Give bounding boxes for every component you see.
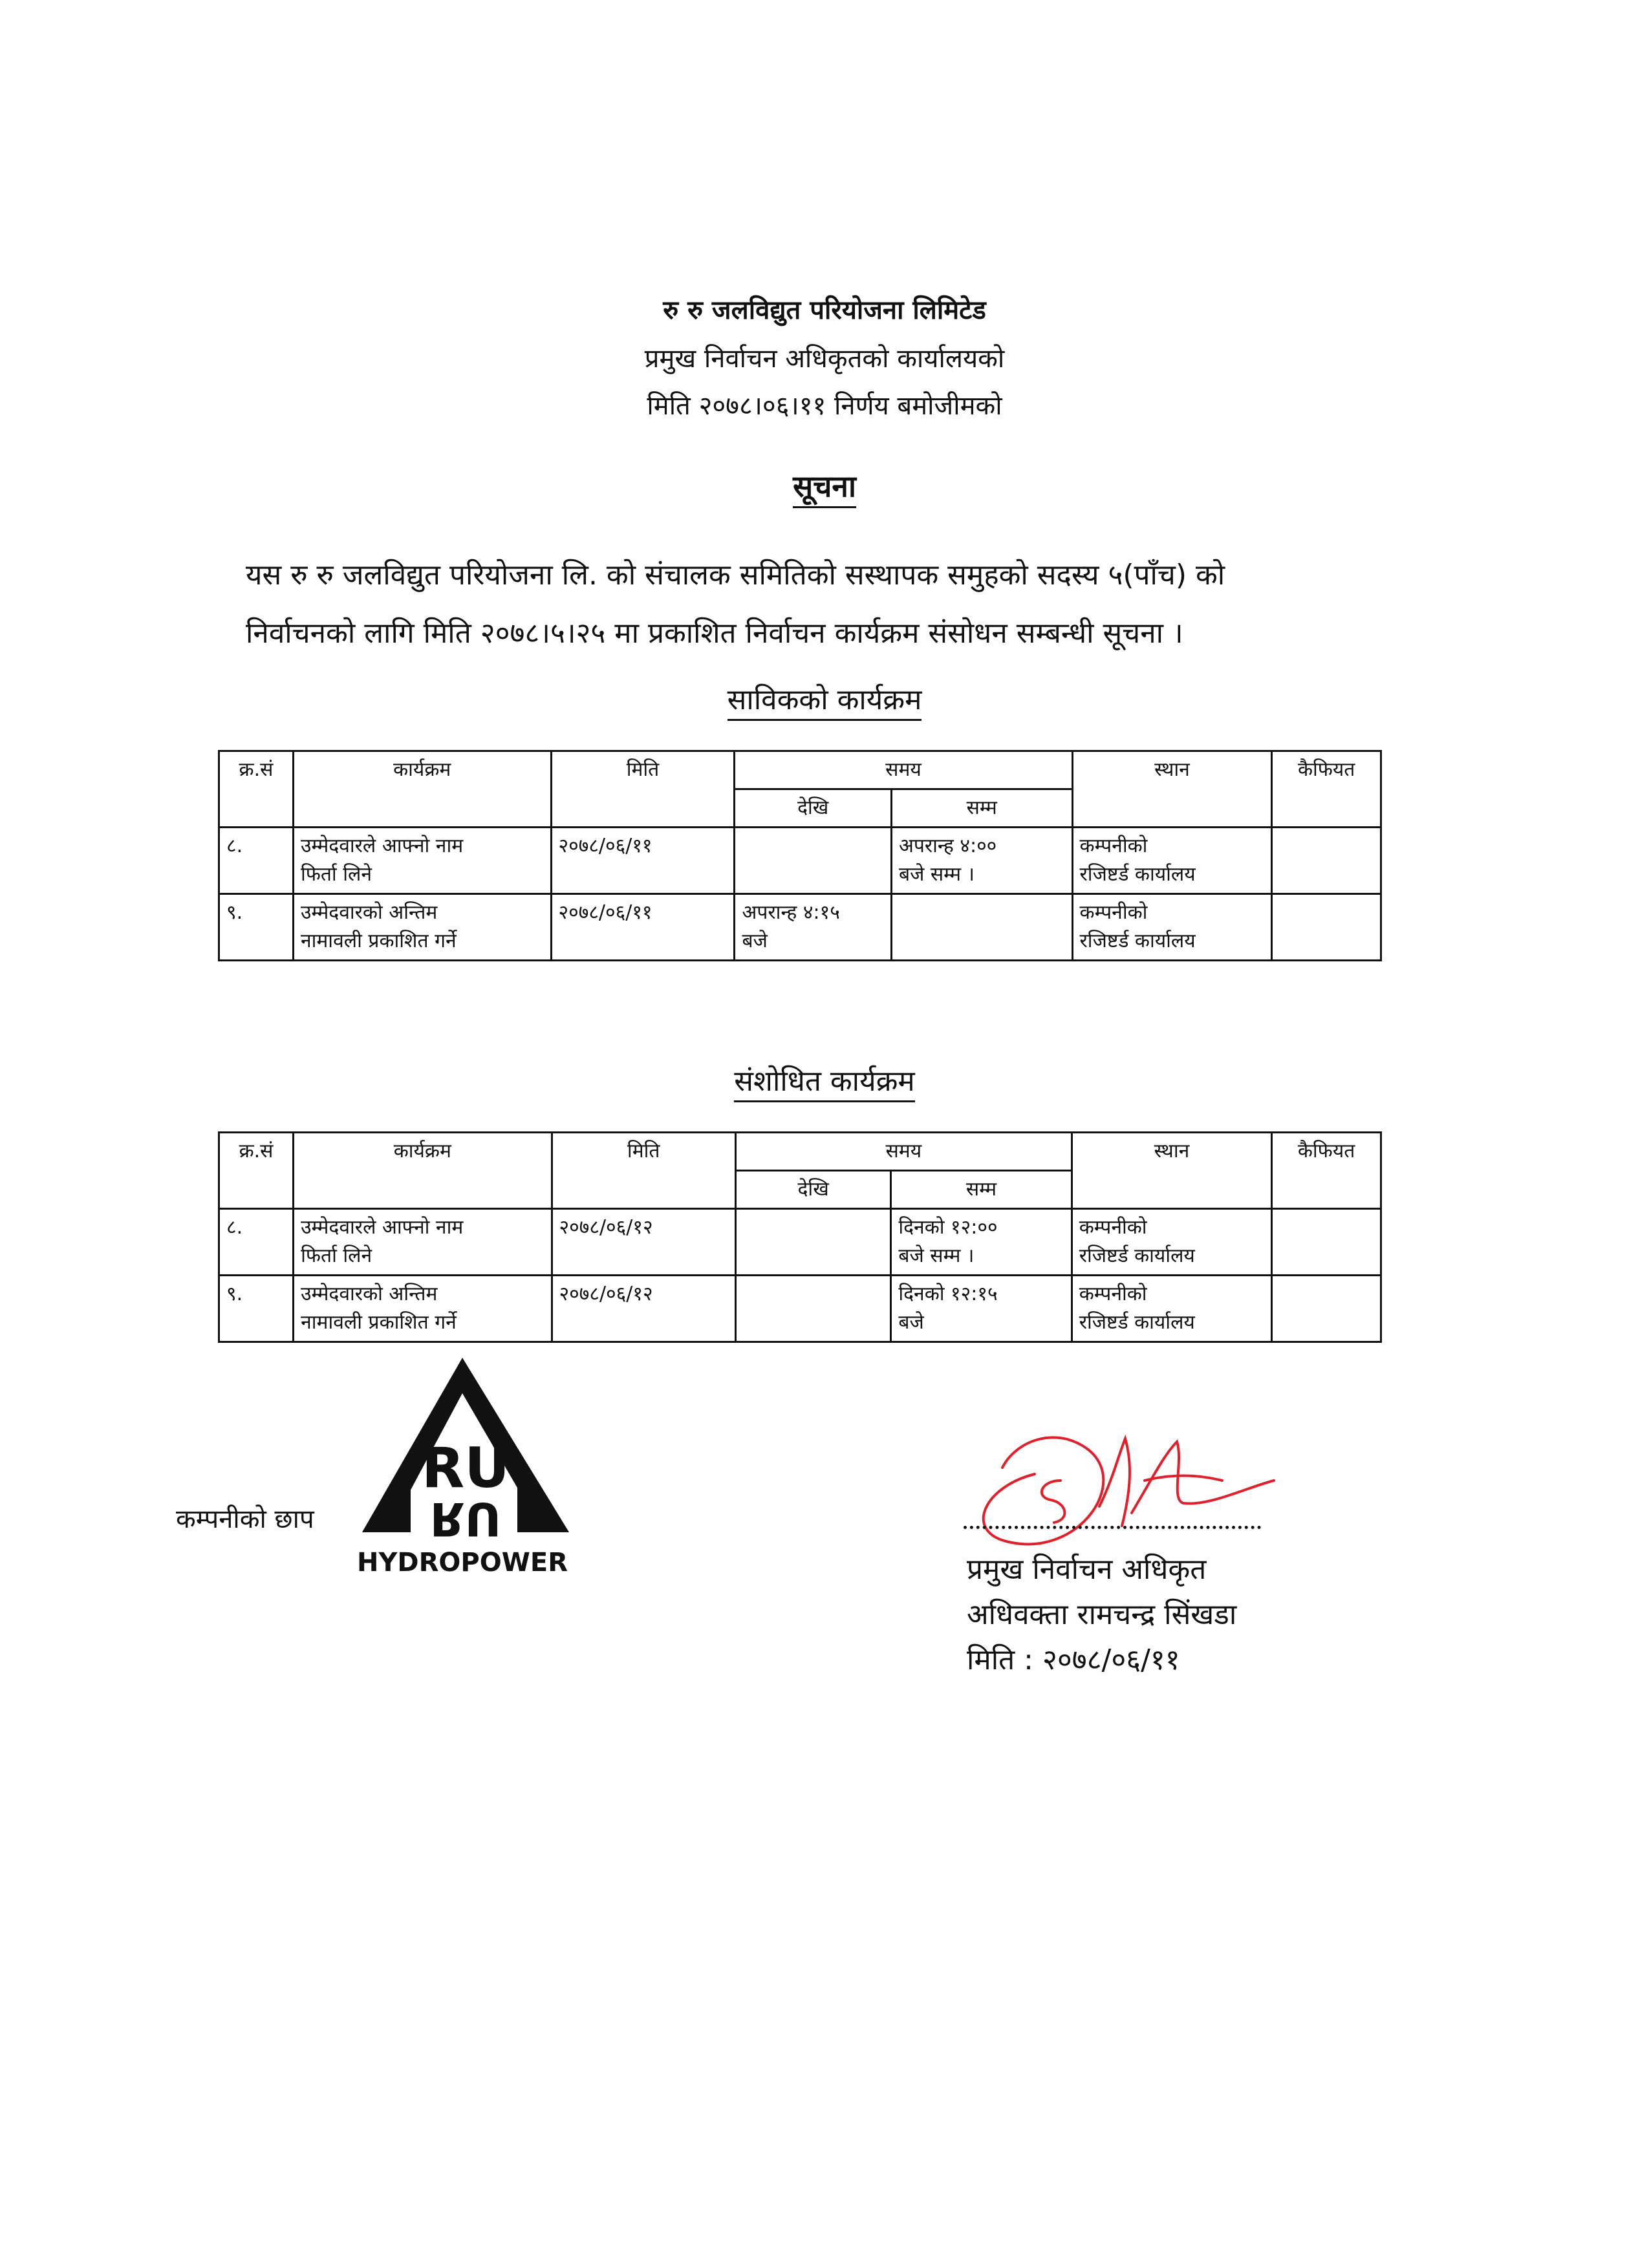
col-to: सम्म: [891, 1171, 1072, 1209]
col-remarks: कैफियत: [1272, 751, 1381, 828]
logo-mirrored-text: RU: [429, 1492, 502, 1545]
table-row: [219, 828, 1381, 894]
cell-date: २०७८/०६/११: [551, 828, 735, 894]
table-header-row: [219, 1133, 1381, 1171]
cell-remarks: [1272, 828, 1381, 894]
notice-title: सूचना: [0, 465, 1649, 506]
cell-program: उम्मेदवारको अन्तिम नामावली प्रकाशित गर्ने: [293, 894, 551, 961]
col-program: कार्यक्रम: [293, 751, 551, 828]
cell-sn: ९.: [219, 1276, 294, 1342]
cell-to: [891, 894, 1072, 961]
notice-paragraph-line2: निर्वाचनको लागि मिति २०७८।५।२५ मा प्रकाशित निर्वाचन कार्यक्रम संसोधन सम्बन्धी सूचना ।: [246, 617, 1183, 650]
col-time: समय: [735, 1133, 1072, 1171]
signature-line: [964, 1519, 1261, 1529]
cell-remarks: [1272, 1209, 1381, 1276]
original-schedule-title: साविकको कार्यक्रम: [0, 679, 1649, 718]
cell-from: [735, 828, 891, 894]
cell-place: कम्पनीको रजिष्टर्ड कार्यालय: [1072, 894, 1272, 961]
cell-from: [735, 1276, 890, 1342]
cell-place: कम्पनीको रजिष्टर्ड कार्यालय: [1072, 1276, 1272, 1342]
logo-top-text: RU: [421, 1436, 510, 1501]
table-header-row: [219, 751, 1381, 789]
cell-program: उम्मेदवारको अन्तिम नामावली प्रकाशित गर्ने: [294, 1276, 552, 1342]
table-row: [219, 1276, 1381, 1342]
cell-from: [735, 1209, 890, 1276]
col-sn: क्र.सं: [219, 1133, 294, 1209]
cell-program: उम्मेदवारले आफ्नो नाम फिर्ता लिने: [293, 828, 551, 894]
cell-to: दिनको १२:१५ बजे: [891, 1276, 1072, 1342]
office-name: प्रमुख निर्वाचन अधिकृतको कार्यालयको: [644, 344, 1005, 374]
cell-remarks: [1272, 1276, 1381, 1342]
table-row: [219, 1209, 1381, 1276]
notice-paragraph-line1: यस रु रु जलविद्युत परियोजना लि. को संचालक समितिको सस्थापक समुहको सदस्य ५(पाँच) को: [246, 559, 1225, 592]
revised-schedule-title: संशोधित कार्यक्रम: [0, 1060, 1649, 1099]
col-place: स्थान: [1072, 1133, 1272, 1209]
cell-to: दिनको १२:०० बजे सम्म ।: [891, 1209, 1072, 1276]
cell-date: २०७८/०६/१२: [552, 1276, 735, 1342]
signatory-name: अधिवक्ता रामचन्द्र सिंखडा: [967, 1598, 1237, 1631]
cell-date: २०७८/०६/१२: [552, 1209, 735, 1276]
logo-hydropower-text: HYDROPOWER: [356, 1548, 568, 1578]
col-from: देखि: [735, 1171, 890, 1209]
col-time: समय: [735, 751, 1072, 789]
col-sn: क्र.सं: [219, 751, 294, 828]
col-date: मिति: [551, 751, 735, 828]
col-to: सम्म: [891, 789, 1072, 828]
cell-sn: ८.: [219, 828, 294, 894]
signature-date: मिति : २०७८/०६/११: [967, 1643, 1180, 1676]
ruru-hydropower-logo: [349, 1354, 582, 1594]
col-remarks: कैफियत: [1272, 1133, 1381, 1209]
revised-schedule-table: [218, 1131, 1382, 1343]
org-name: रु रु जलविद्युत परियोजना लिमिटेड: [663, 295, 986, 325]
col-from: देखि: [735, 789, 891, 828]
signatory-title: प्रमुख निर्वाचन अधिकृत: [967, 1553, 1207, 1586]
cell-program: उम्मेदवारले आफ्नो नाम फिर्ता लिने: [294, 1209, 552, 1276]
col-program: कार्यक्रम: [294, 1133, 552, 1209]
decision-date: मिति २०७८।०६।११ निर्णय बमोजीमको: [647, 391, 1002, 421]
cell-sn: ९.: [219, 894, 294, 961]
cell-sn: ८.: [219, 1209, 294, 1276]
cell-remarks: [1272, 894, 1381, 961]
table-row: [219, 894, 1381, 961]
cell-place: कम्पनीको रजिष्टर्ड कार्यालय: [1072, 828, 1272, 894]
col-date: मिति: [552, 1133, 735, 1209]
cell-place: कम्पनीको रजिष्टर्ड कार्यालय: [1072, 1209, 1272, 1276]
cell-to: अपरान्ह ४:०० बजे सम्म ।: [891, 828, 1072, 894]
original-schedule-table: [218, 750, 1382, 961]
col-place: स्थान: [1072, 751, 1272, 828]
cell-date: २०७८/०६/११: [551, 894, 735, 961]
company-stamp-label: कम्पनीको छाप: [176, 1504, 314, 1534]
cell-from: अपरान्ह ४:१५ बजे: [735, 894, 891, 961]
